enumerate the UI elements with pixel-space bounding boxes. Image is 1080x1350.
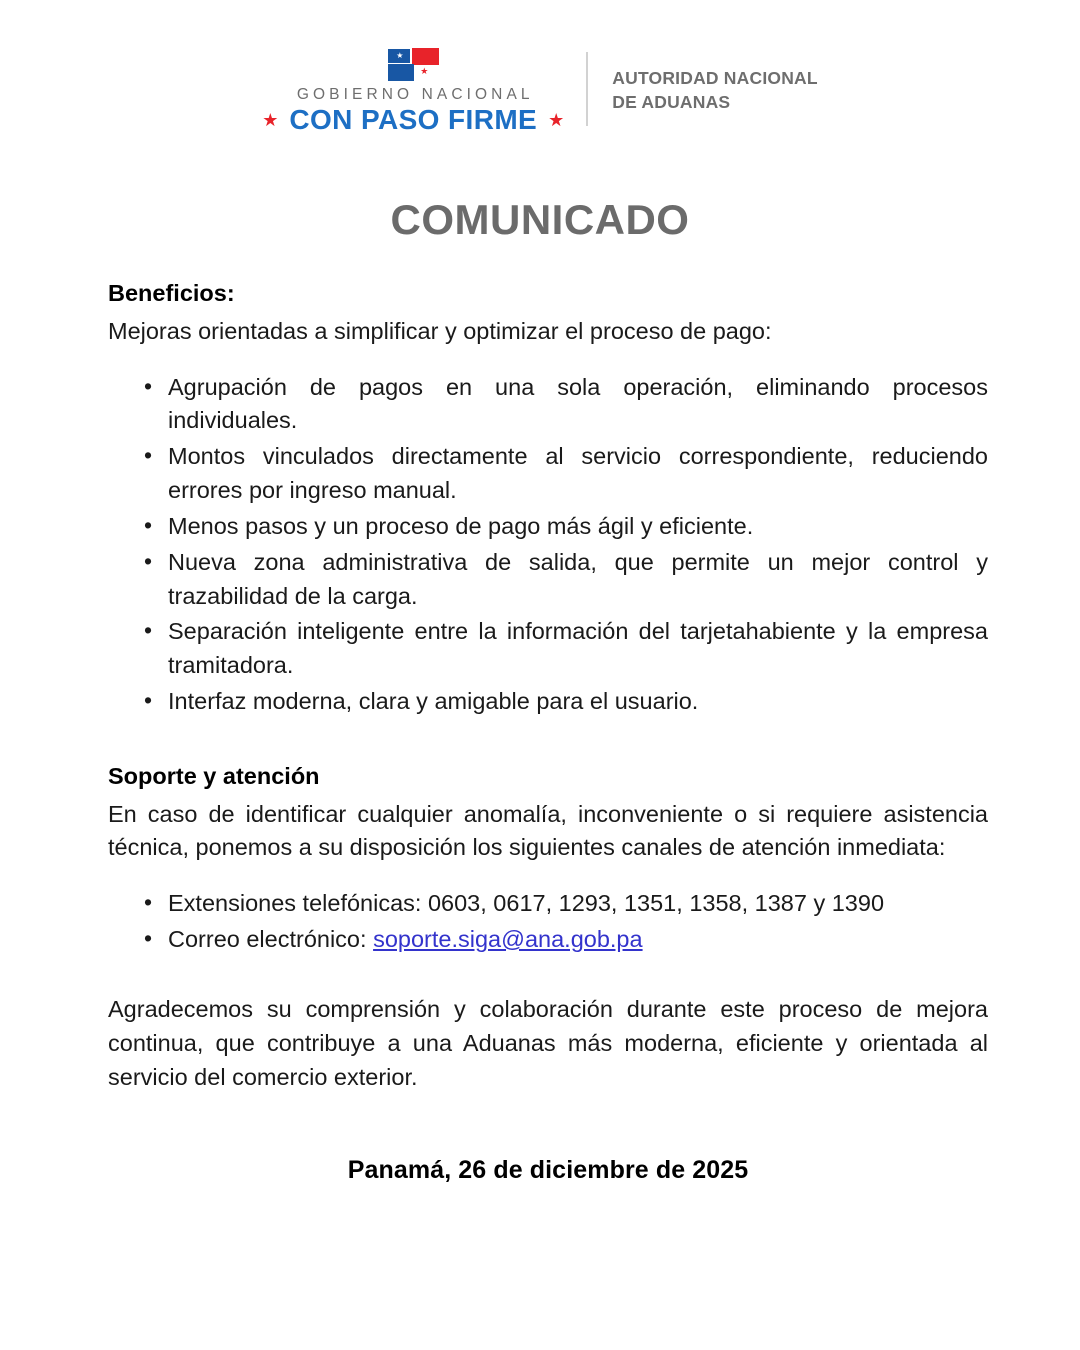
section-spacer	[108, 959, 988, 993]
phone-extensions-label: Extensiones telefónicas:	[168, 890, 428, 917]
list-item-phone-extensions	[142, 887, 988, 921]
flag-red-star-icon: ★	[420, 66, 429, 76]
section-spacer	[108, 721, 988, 761]
signoff-date: Panamá, 26 de diciembre de 2025	[347, 1156, 749, 1185]
page-title: COMUNICADO	[390, 196, 690, 244]
document-body	[0, 278, 1080, 1185]
list-item: • Separación inteligente entre la información del tarjetahabiente y la empresa tramitadora.	[142, 615, 988, 683]
government-slogan: CON PASO FIRME	[289, 104, 538, 136]
support-intro: En caso de identificar cualquier anomalía, inconveniente o si requiere asistencia técnica, ponemos a su disposición los siguientes canales de atención inmediata:	[108, 800, 988, 861]
benefits-list	[108, 371, 988, 719]
agency-name	[588, 67, 818, 114]
phone-extensions-value: 0603, 0617, 1293, 1351, 1358, 1387 y 1390	[427, 890, 885, 917]
government-slogan-row	[262, 106, 564, 134]
list-item: • Interfaz moderna, clara y amigable para el usuario.	[142, 685, 988, 719]
government-name: GOBIERNO NACIONAL	[296, 86, 534, 103]
list-item: • Nueva zona administrativa de salida, que permite un mejor control y trazabilidad de la carga.	[142, 546, 988, 614]
flag-quadrant-bottom-left	[388, 64, 414, 81]
document-header	[0, 0, 1080, 134]
list-item: • Menos pasos y un proceso de pago más ágil y eficiente.	[142, 510, 988, 544]
agency-name-line-1: AUTORIDAD NACIONAL	[612, 68, 818, 89]
slogan-star-left-icon: ★	[262, 110, 279, 131]
list-item-email	[142, 923, 988, 957]
agency-name-line-2: DE ADUANAS	[612, 92, 731, 113]
flag-white-star-icon: ★	[396, 51, 404, 60]
list-item: • Agrupación de pagos en una sola operación, eliminando procesos individuales.	[142, 371, 988, 439]
benefits-heading: Beneficios:	[108, 280, 235, 307]
logo-lockup	[262, 48, 818, 134]
closing-paragraph: Agradecemos su comprensión y colaboración durante este proceso de mejora continua, que contribuye a una Aduanas más moderna, eficiente y orientada al servicio del comercio exterior.	[108, 995, 988, 1090]
email-label: Correo electrónico:	[168, 926, 374, 953]
support-email-link[interactable]: soporte.siga@ana.gob.pa	[373, 926, 643, 953]
government-logo	[262, 48, 586, 134]
list-item: • Montos vinculados directamente al servicio correspondiente, reduciendo errores por ingreso manual.	[142, 440, 988, 508]
panama-flag-icon	[388, 48, 440, 81]
slogan-star-right-icon: ★	[548, 110, 565, 131]
benefits-intro: Mejoras orientadas a simplificar y optimizar el proceso de pago:	[108, 317, 772, 344]
flag-quadrant-top-right	[412, 48, 439, 65]
support-channels-list	[108, 887, 988, 957]
support-heading: Soporte y atención	[108, 762, 320, 789]
